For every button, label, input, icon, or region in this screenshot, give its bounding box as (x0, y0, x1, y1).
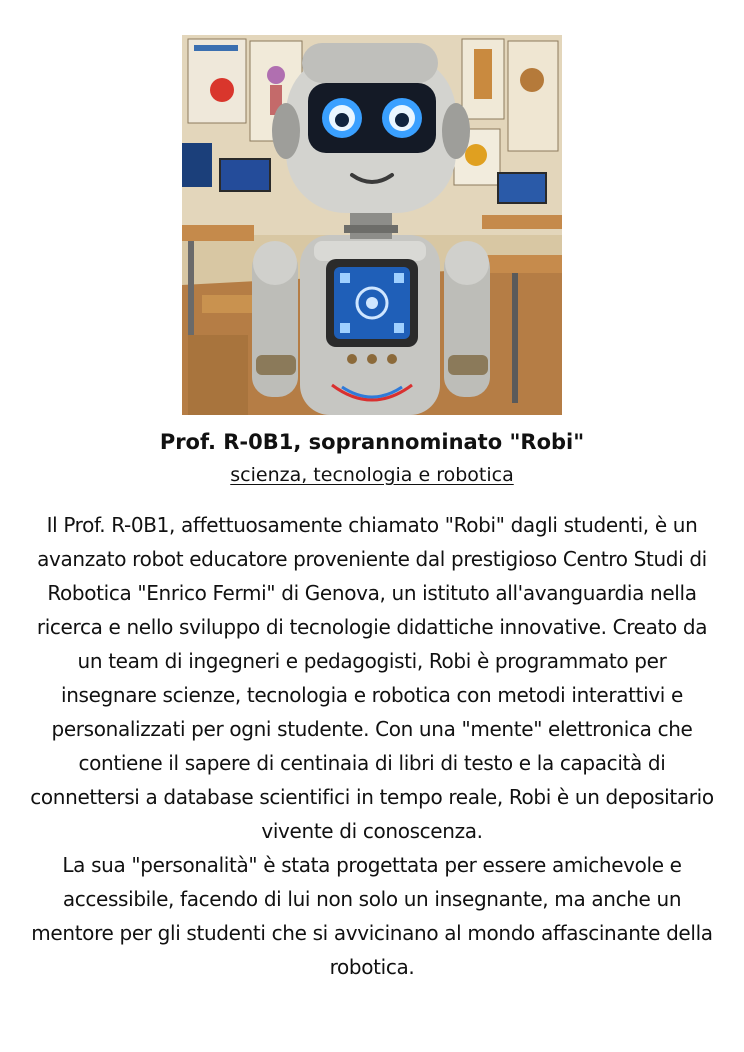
biography-text (30, 508, 714, 984)
robot-portrait-image (182, 35, 562, 415)
robot-illustration (182, 35, 562, 415)
page-title: Prof. R-0B1, soprannominato "Robi" (159, 430, 585, 454)
page-subtitle: scienza, tecnologia e robotica (230, 464, 514, 486)
biography-paragraph-1: Il Prof. R-0B1, affettuosamente chiamato "Robi" dagli studenti, è un avanzato robot educatore proveniente dal prestigioso Centro Studi di Robotica "Enrico Fermi" di Genova, un istituto all'avanguardia nella ricerca e nello sviluppo di tecnologie didattiche innovative. Creato da un team di ingegneri e pedagogisti, Robi è programmato per insegnare scienze, tecnologia e robotica con metodi interattivi e personalizzati per ogni studente. Con una "mente" elettronica che contiene il sapere di centinaia di libri di testo e la capacità di connettersi a database scientifici in tempo reale, Robi è un depositario vivente di conoscenza. (30, 513, 714, 843)
biography-paragraph-2: La sua "personalità" è stata progettata per essere amichevole e accessibile, facendo di lui non solo un insegnante, ma anche un mentore per gli studenti che si avvicinano al mondo affascinante della robotica. (31, 853, 713, 979)
